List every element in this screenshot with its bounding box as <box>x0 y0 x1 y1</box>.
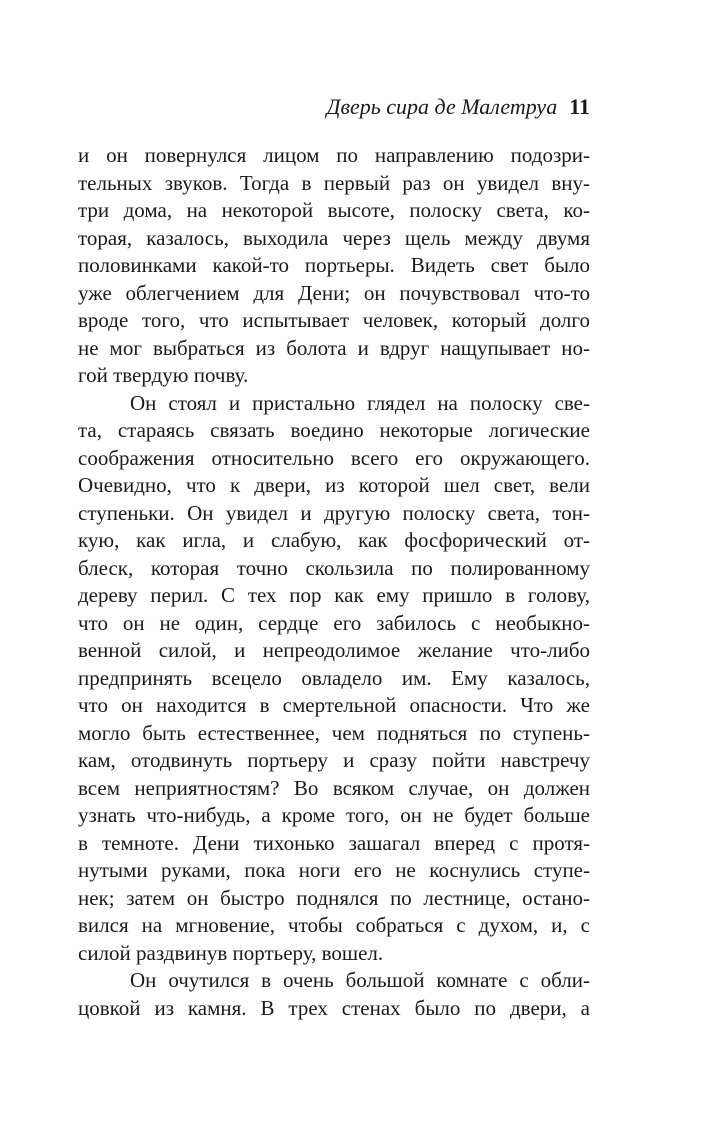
text-line: половинками какой-то портьеры. Видеть свет было <box>78 253 590 277</box>
text-line: торая, казалось, выходила через щель между двумя <box>78 225 590 250</box>
text-line: могло быть естественнее, чем подняться по ступень- <box>78 720 590 745</box>
paragraph <box>78 390 590 968</box>
text-line: та, стараясь связать воедино некоторые логические <box>78 418 590 442</box>
text-line: дереву перил. С тех пор как ему пришло в голову, <box>78 583 590 607</box>
text-line: всем неприятностям? Во всяком случае, он должен <box>78 775 590 800</box>
text-line: соображения относительно всего его окружающего. <box>78 445 590 470</box>
text-line: в темноте. Дени тихонько зашагал вперед с протя- <box>78 830 590 855</box>
text-line: тельных звуков. Тогда в первый раз он увидел вну- <box>78 170 590 195</box>
text-line: Он очутился в очень большой комнате с обли- <box>130 968 590 992</box>
text-line: кам, отодвинуть портьеру и сразу пойти навстречу <box>78 748 590 772</box>
text-line: Он стоял и пристально глядел на полоску све- <box>130 390 590 415</box>
text-line: кую, как игла, и слабую, как фосфорический от- <box>78 528 590 552</box>
text-line: нутыми руками, пока ноги его не коснулись ступе- <box>78 858 590 882</box>
text-line: предпринять всецело овладело им. Ему казалось, <box>78 665 590 690</box>
text-line: вроде того, что испытывает человек, который долго <box>78 308 590 332</box>
paragraph <box>78 967 590 1022</box>
page-number: 11 <box>569 94 590 119</box>
text-line: цовкой из камня. В трех стенах было по двери, а <box>78 995 590 1020</box>
text-line: Очевидно, что к двери, из которой шел свет, вели <box>78 473 590 497</box>
text-line: не мог выбраться из болота и вдруг нащупывает но- <box>78 335 590 360</box>
text-line: три дома, на некоторой высоте, полоску света, ко- <box>78 198 590 222</box>
text-line: нек; затем он быстро поднялся по лестнице, остано- <box>78 885 590 910</box>
text-line: силой раздвинув портьеру, вошел. <box>78 940 384 965</box>
text-line: что он не один, сердце его забилось с необыкно- <box>78 610 590 635</box>
running-header <box>78 92 590 122</box>
text-line: уже облегчением для Дени; он почувствовал что-то <box>78 280 590 305</box>
text-line: вился на мгновение, чтобы собраться с духом, и, с <box>78 913 590 937</box>
text-line: венной силой, и непреодолимое желание что-либо <box>78 638 590 662</box>
running-title: Дверь сира де Малетруа <box>326 94 558 119</box>
text-line: ступеньки. Он увидел и другую полоску света, тон- <box>78 500 590 525</box>
text-line: и он повернулся лицом по направлению подозри- <box>78 143 590 167</box>
paragraph <box>78 142 590 390</box>
text-line: узнать что-нибудь, а кроме того, он не будет больше <box>78 803 590 827</box>
text-line: что он находится в смертельной опасности. Что же <box>78 693 590 717</box>
text-line: гой твердую почву. <box>78 363 249 387</box>
text-line: блеск, которая точно скользила по полированному <box>78 555 590 580</box>
body-text <box>78 142 590 1022</box>
